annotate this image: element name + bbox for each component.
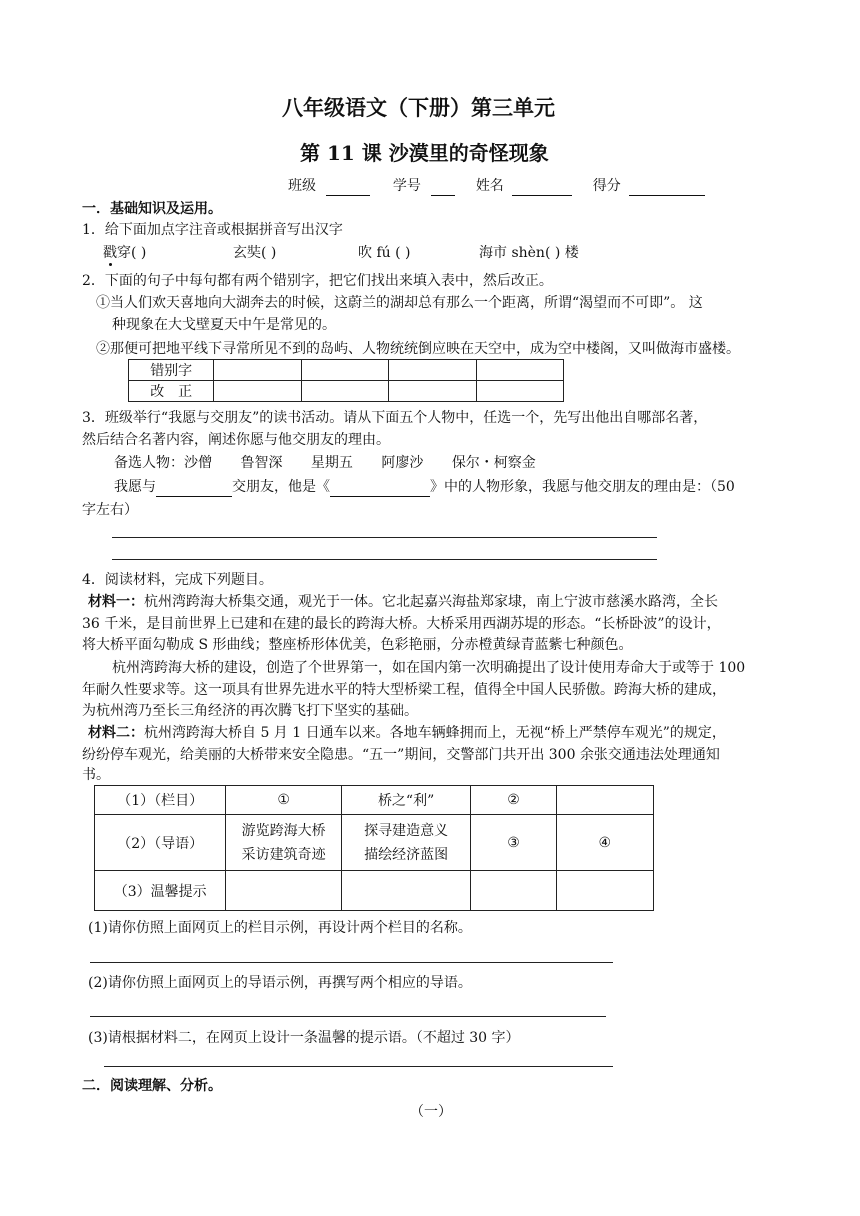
q3-answer-note: 字左右） (82, 502, 138, 518)
table-cell[interactable] (389, 381, 476, 402)
sub-question-2: (2)请你仿照上面网页上的导语示例，再撰写两个相应的导语。 (88, 975, 472, 991)
q3-answer-line: 我愿与 交朋友，他是《 》中的人物形象，我愿与他交朋友的理由是：（50 (114, 479, 735, 495)
q4-prompt: 4．阅读材料，完成下列题目。 (82, 572, 273, 588)
table-row-label: （2）（导语） (95, 815, 226, 871)
answer-line[interactable] (104, 1066, 613, 1067)
table-cell[interactable] (556, 786, 653, 815)
candidate-item: 沙僧 (184, 455, 212, 471)
page-title: 八年级语文（下册）第三单元 (282, 95, 555, 120)
material1-line-2: 36 千米，是目前世界上已建和在建的最长的跨海大桥。大桥采用西湖苏堤的形态。“长桥卧波”的设计， (82, 616, 721, 632)
score-field[interactable] (629, 179, 705, 196)
answer-line[interactable] (112, 537, 657, 538)
sub-question-3: (3)请根据材料二，在网页上设计一条温馨的提示语。（不超过 30 字） (88, 1030, 520, 1046)
q1-item-4: 海市 shèn( ) 楼 (479, 245, 579, 261)
table-cell: 游览跨海大桥 采访建筑奇迹 (226, 815, 341, 871)
candidate-item: 保尔・柯察金 (451, 455, 536, 471)
webpage-table (94, 785, 654, 911)
table-cell[interactable] (214, 381, 301, 402)
section2-part: （一） (410, 1104, 452, 1120)
answer-line[interactable] (90, 1016, 606, 1017)
material2-line-3: 书。 (82, 767, 110, 783)
table-cell[interactable] (341, 871, 470, 911)
q1-item-1: 戳穿( ) (103, 245, 147, 261)
candidate-item: 星期五 (310, 455, 353, 471)
student-info-row (288, 176, 705, 196)
q2-correction-table (128, 359, 564, 402)
book-title-field[interactable] (330, 480, 430, 497)
material2-line-2: 纷纷停车观光，给美丽的大桥带来安全隐患。“五一”期间，交警部门共开出 300 余张交通违法处理通知 (82, 747, 720, 763)
lesson-title: 第 11 课 沙漠里的奇怪现象 (300, 141, 549, 165)
table-row-label: （3）温馨提示 (95, 871, 226, 911)
table-cell: 探寻建造意义 描绘经济蓝图 (341, 815, 470, 871)
number-label: 学号 (392, 178, 421, 194)
q1-prompt: 1．给下面加点字注音或根据拼音写出汉字 (82, 222, 343, 238)
table-cell: 桥之“利” (341, 786, 470, 815)
table-cell: ④ (556, 815, 653, 871)
section2-heading: 二．阅读理解、分析。 (82, 1078, 222, 1094)
class-label: 班级 (288, 178, 316, 194)
table-cell[interactable] (471, 871, 556, 911)
table-cell[interactable] (301, 381, 388, 402)
table-cell[interactable] (301, 360, 388, 381)
material1-line-3: 将大桥平面勾勒成 S 形曲线；整座桥形体优美，色彩艳丽，分赤橙黄绿青蓝紫七种颜色。 (82, 637, 633, 653)
sub-question-1: (1)请你仿照上面网页上的栏目示例，再设计两个栏目的名称。 (88, 920, 472, 936)
score-label: 得分 (592, 178, 621, 194)
q3-candidates: 备选人物：沙僧 鲁智深 星期五 阿廖沙 保尔・柯察金 (114, 455, 536, 471)
q2-sentence-2: ②那便可把地平线下寻常所见不到的岛屿、人物统统倒应映在天空中，成为空中楼阁，又叫做海市盛楼。 (96, 341, 740, 357)
q3-prompt-2: 然后结合名著内容，阐述你愿与他交朋友的理由。 (82, 432, 390, 448)
table-cell: ③ (471, 815, 556, 871)
table-cell[interactable] (476, 360, 563, 381)
answer-line[interactable] (90, 962, 613, 963)
table-cell[interactable] (226, 871, 341, 911)
table-cell: ② (471, 786, 556, 815)
table-cell[interactable] (556, 871, 653, 911)
table-label-correct: 改 正 (129, 381, 214, 402)
table-cell: ① (226, 786, 341, 815)
name-label: 姓名 (475, 178, 504, 194)
table-cell[interactable] (476, 381, 563, 402)
table-cell[interactable] (214, 360, 301, 381)
q2-prompt: 2．下面的句子中每句都有两个错别字，把它们找出来填入表中，然后改正。 (82, 273, 553, 289)
table-row-label: （1）（栏目） (95, 786, 226, 815)
friend-name-field[interactable] (156, 480, 232, 497)
material1-line-6: 为杭州湾乃至长三角经济的再次腾飞打下坚实的基础。 (82, 703, 418, 719)
q2-sentence-1a: ①当人们欢天喜地向大湖奔去的时候，这蔚兰的湖却总有那么一个距离，所谓“渴望而不可即”。 这 (96, 295, 703, 311)
material1-line-1: 材料一：杭州湾跨海大桥集交通，观光于一体。它北起嘉兴海盐郑家埭，南上宁波市慈溪水路湾，全长 (88, 594, 718, 610)
section1-heading: 一．基础知识及运用。 (82, 201, 222, 217)
q3-prompt-1: 3．班级举行“我愿与交朋友”的读书活动。请从下面五个人物中，任选一个，先写出他出自哪部名著， (82, 410, 708, 426)
answer-line[interactable] (112, 559, 657, 560)
table-label-wrong: 错别字 (129, 360, 214, 381)
table-cell[interactable] (389, 360, 476, 381)
q2-sentence-1b: 种现象在大戈壁夏天中午是常见的。 (112, 317, 336, 333)
material2-line-1: 材料二：杭州湾跨海大桥自 5 月 1 日通车以来。各地车辆蜂拥而上，无视“桥上严禁停车观光”的规定， (88, 725, 726, 741)
candidate-item: 阿廖沙 (381, 455, 424, 471)
name-field[interactable] (512, 179, 572, 196)
q1-item-3: 吹 fú ( ) (358, 245, 411, 261)
q1-item-2: 玄奘( ) (233, 245, 277, 261)
class-field[interactable] (326, 179, 370, 196)
material1-line-5: 年耐久性要求等。这一项具有世界先进水平的特大型桥梁工程，值得全中国人民骄傲。跨海大桥的建成， (82, 682, 726, 698)
number-field[interactable] (431, 179, 455, 196)
material1-line-4: 杭州湾跨海大桥的建设，创造了个世界第一，如在国内第一次明确提出了设计使用寿命大于或等于 100 (112, 660, 746, 676)
candidate-item: 鲁智深 (240, 455, 283, 471)
